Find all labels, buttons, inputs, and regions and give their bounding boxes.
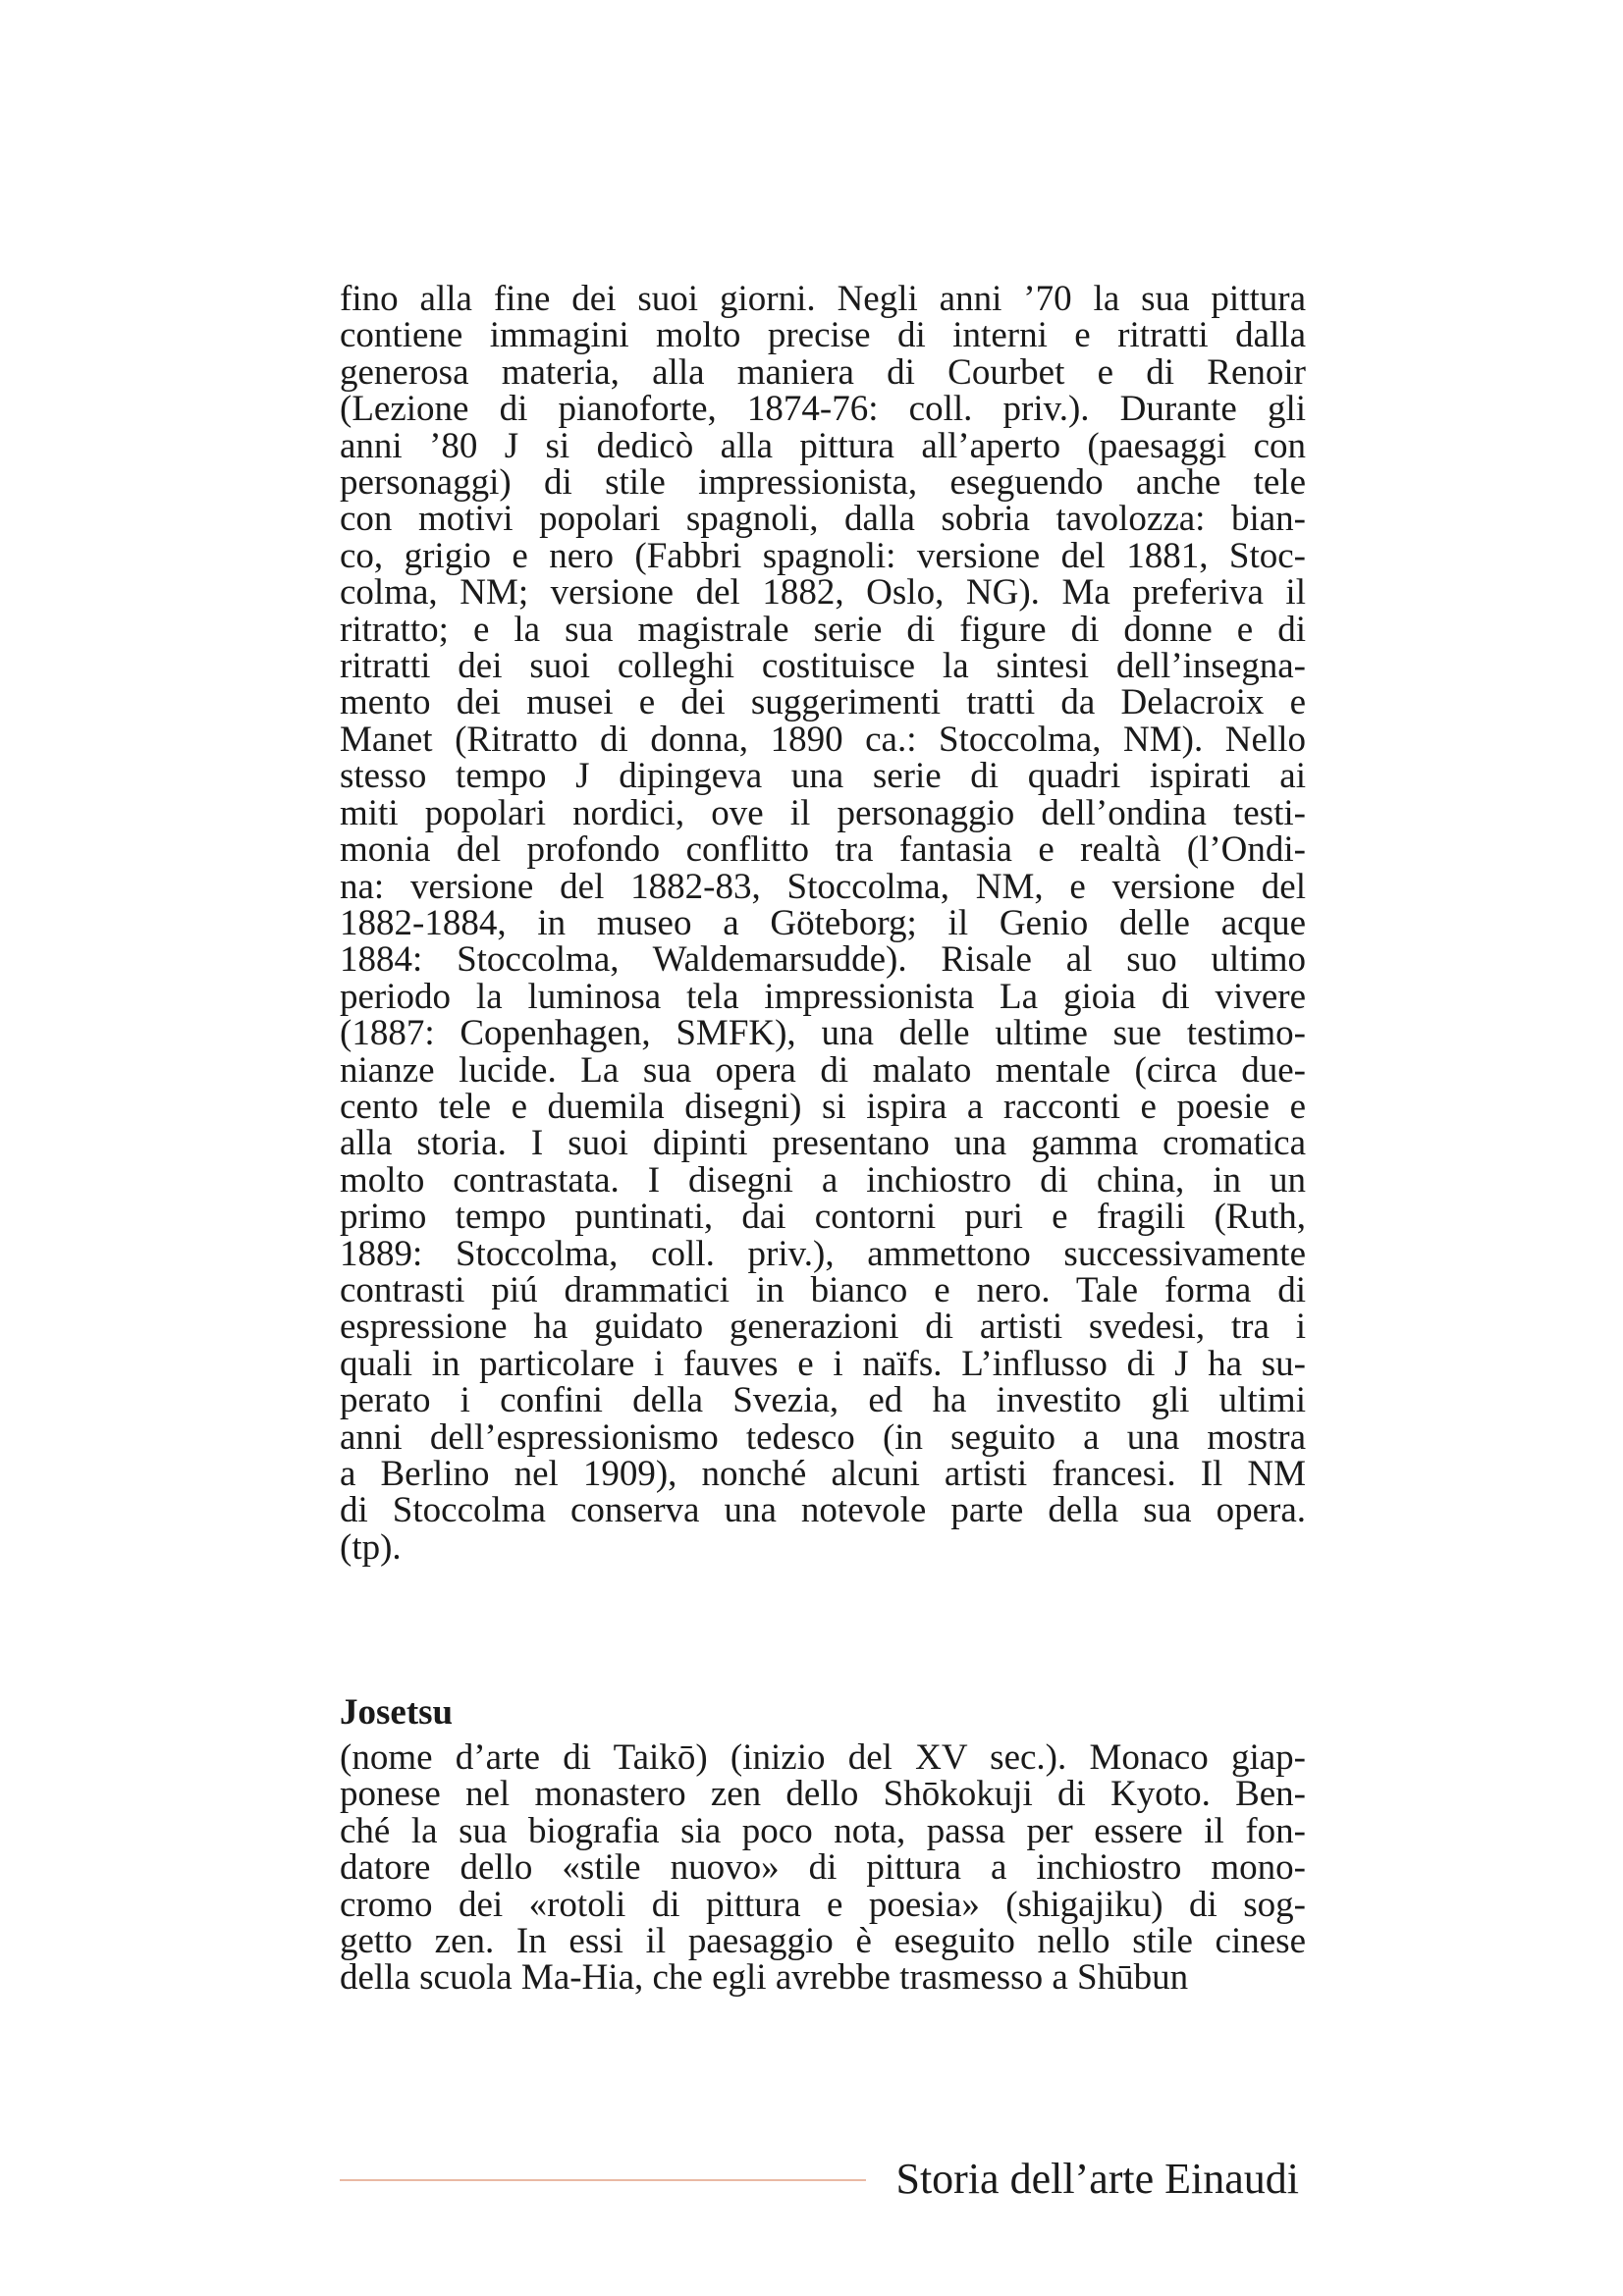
footer-rule xyxy=(340,2179,866,2181)
text-line: quali in particolare i fauves e i naïfs. L’influsso di J ha su- xyxy=(340,1343,1306,1384)
text-line: na: versione del 1882-83, Stoccolma, NM, e versione del xyxy=(340,866,1306,907)
entry-josetsu-paragraph xyxy=(340,1739,1306,1997)
text-line: ritratto; e la sua magistrale serie di figure di donne e di xyxy=(340,609,1306,650)
text-line: primo tempo puntinati, dai contorni puri e fragili (Ruth, xyxy=(340,1197,1306,1238)
text-line: alla storia. I suoi dipinti presentano una gamma cromatica xyxy=(340,1123,1306,1164)
text-line: di Stoccolma conserva una notevole parte della sua opera. xyxy=(340,1490,1306,1531)
text-line: periodo la luminosa tela impressionista La gioia di vivere xyxy=(340,976,1306,1017)
text-line: 1889: Stoccolma, coll. priv.), ammettono successivamente xyxy=(340,1233,1306,1274)
text-column xyxy=(340,279,1306,1999)
text-line: della scuola Ma-Hia, che egli avrebbe trasmesso a Shūbun xyxy=(340,1957,1189,1999)
entry-continuation-paragraph xyxy=(340,281,1306,1566)
text-line: cromo dei «rotoli di pittura e poesia» (shigajiku) di sog- xyxy=(340,1884,1306,1925)
text-line: cento tele e duemila disegni) si ispira a racconti e poesie e xyxy=(340,1086,1306,1127)
text-line: (1887: Copenhagen, SMFK), una delle ultime sue testimo- xyxy=(340,1013,1306,1054)
text-line: 1882-1884, in museo a Göteborg; il Genio delle acque xyxy=(340,902,1306,943)
text-line: Manet (Ritratto di donna, 1890 ca.: Stoccolma, NM). Nello xyxy=(340,719,1306,760)
text-line: 1884: Stoccolma, Waldemarsudde). Risale al suo ultimo xyxy=(340,939,1306,981)
text-line: generosa materia, alla maniera di Courbet e di Renoir xyxy=(340,351,1306,393)
text-line: getto zen. In essi il paesaggio è eseguito nello stile cinese xyxy=(340,1921,1306,1962)
text-line: contrasti piú drammatici in bianco e nero. Tale forma di xyxy=(340,1269,1306,1310)
text-line: datore dello «stile nuovo» di pittura a inchiostro mono- xyxy=(340,1847,1306,1889)
text-line: miti popolari nordici, ove il personaggio dell’ondina testi- xyxy=(340,792,1306,833)
text-line: fino alla fine dei suoi giorni. Negli anni ’70 la sua pittura xyxy=(340,279,1306,319)
text-line: (tp). xyxy=(340,1526,402,1568)
text-line: personaggi) di stile impressionista, eseguendo anche tele xyxy=(340,462,1306,504)
text-line: ritratti dei suoi colleghi costituisce la sintesi dell’insegna- xyxy=(340,646,1306,687)
text-line: ponese nel monastero zen dello Shōkokuji di Kyoto. Ben- xyxy=(340,1774,1306,1815)
text-line: perato i confini della Svezia, ed ha investito gli ultimi xyxy=(340,1380,1306,1421)
text-line: molto contrastata. I disegni a inchiostro di china, in un xyxy=(340,1159,1306,1201)
text-line: (Lezione di pianoforte, 1874-76: coll. priv.). Durante gli xyxy=(340,389,1306,430)
footer-book-title: Storia dell’arte Einaudi xyxy=(895,2155,1299,2203)
text-line: nianze lucide. La sua opera di malato mentale (circa due- xyxy=(340,1049,1306,1091)
text-line: (nome d’arte di Taikō) (inizio del XV sec.). Monaco giap- xyxy=(340,1737,1306,1778)
text-line: mento dei musei e dei suggerimenti tratti da Delacroix e xyxy=(340,682,1306,723)
text-line: monia del profondo conflitto tra fantasia e realtà (l’Ondi- xyxy=(340,829,1306,871)
text-line: co, grigio e nero (Fabbri spagnoli: versione del 1881, Stoc- xyxy=(340,535,1306,576)
text-line: ché la sua biografia sia poco nota, passa per essere il fon- xyxy=(340,1810,1306,1851)
entry-heading-josetsu: Josetsu xyxy=(340,1692,454,1733)
text-line: colma, NM; versione del 1882, Oslo, NG). Ma preferiva il xyxy=(340,572,1306,614)
text-line: espressione ha guidato generazioni di artisti svedesi, tra i xyxy=(340,1307,1306,1348)
text-line: anni ’80 J si dedicò alla pittura all’aperto (paesaggi con xyxy=(340,425,1306,466)
text-line: contiene immagini molto precise di interni e ritratti dalla xyxy=(340,315,1306,356)
text-line: stesso tempo J dipingeva una serie di quadri ispirati ai xyxy=(340,756,1306,797)
text-line: a Berlino nel 1909), nonché alcuni artisti francesi. Il NM xyxy=(340,1454,1306,1494)
text-line: anni dell’espressionismo tedesco (in seguito a una mostra xyxy=(340,1416,1306,1458)
text-line: con motivi popolari spagnoli, dalla sobria tavolozza: bian- xyxy=(340,499,1306,540)
